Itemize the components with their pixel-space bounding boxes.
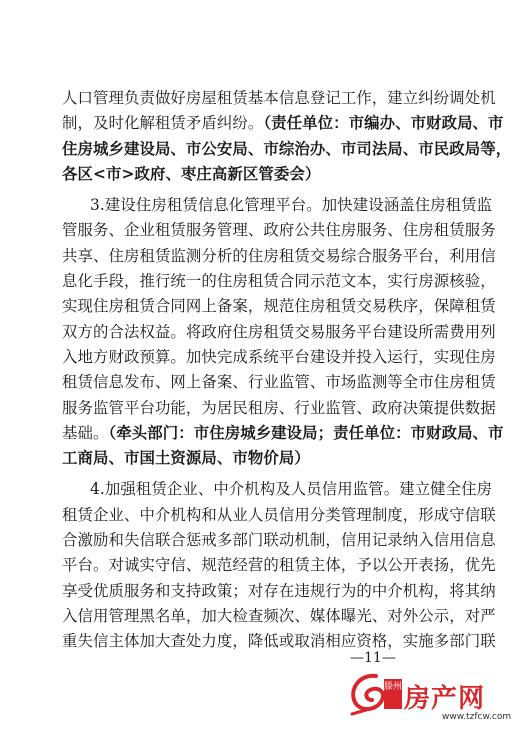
text-line: 3.建设住房租赁信息化管理平台。加快建设涵盖住房租赁监: [90, 196, 493, 215]
text-line: 各区<市>政府、枣庄高新区管委会）: [62, 164, 321, 183]
text-line: 4.加强租赁企业、中介机构及人员信用监管。建立健全住房: [90, 480, 493, 499]
text-line: 实现住房租赁合同网上备案，规范住房租赁交易秩序，保障租赁: [62, 297, 496, 316]
text-line: 共享、住房租赁监测分析的住房租赁交易综合服务平台，利用信: [62, 246, 496, 265]
text-line: 平台。对诚实守信、规范经营的租赁主体，予以公开表扬，优先: [62, 556, 496, 575]
text-line: 享受优质服务和支持政策；对存在违规行为的中介机构，将其纳: [62, 581, 496, 600]
text-line: 重失信主体加大查处力度，降低或取消相应资格，实施多部门联: [62, 632, 496, 651]
watermark-url: www.tzfcw.com: [442, 712, 512, 722]
text-line: 住房城乡建设局、市公安局、市综治办、市司法局、市民政局等，: [62, 139, 512, 158]
watermark-brand: 房产网: [404, 684, 486, 714]
text-line: 工商局、市国土资源局、市物价局）: [62, 449, 310, 468]
page-number: —11—: [350, 650, 396, 666]
text-line: 合激励和失信联合惩戒多部门联动机制，信用记录纳入信用信息: [62, 531, 496, 550]
text-line: 入信用管理黑名单，加大检查频次、媒体曝光、对外公示，对严: [62, 606, 496, 625]
text-line: 租赁企业、中介机构和从业人员信用分类管理制度，形成守信联: [62, 505, 496, 524]
responsibility-note: （责任单位：市编办、市财政局、市: [263, 114, 504, 133]
responsibility-note: （牵头部门：市住房城乡建设局；责任单位：市财政局、市: [108, 423, 504, 442]
text-line: 人口管理负责做好房屋租赁基本信息登记工作，建立纠纷调处机: [62, 89, 496, 107]
text-line: [62, 111, 504, 136]
text-line: 息化手段，推行统一的住房租赁合同示范文本，实行房源核验，: [62, 272, 496, 291]
text-line: 租赁信息发布、网上备案、行业监管、市场监测等全市住房租赁: [62, 373, 496, 392]
text-line: 服务监管平台功能，为居民租房、行业监管、政府决策提供数据: [62, 398, 496, 417]
text-span: 基础。: [62, 423, 109, 442]
watermark-logo: [346, 668, 518, 731]
text-line: 管服务、企业租赁服务管理、政府公共住房服务、住房租赁服务: [62, 221, 496, 240]
document-body: [62, 86, 512, 655]
text-line: 入地方财政预算。加快完成系统平台建设并投入运行，实现住房: [62, 347, 496, 366]
text-line: 双方的合法权益。将政府住房租赁交易服务平台建设所需费用列: [62, 322, 496, 341]
text-line: [62, 421, 504, 446]
watermark-badge: 滕州: [384, 679, 402, 709]
text-span: 制，及时化解租赁矛盾纠纷。: [62, 114, 264, 133]
